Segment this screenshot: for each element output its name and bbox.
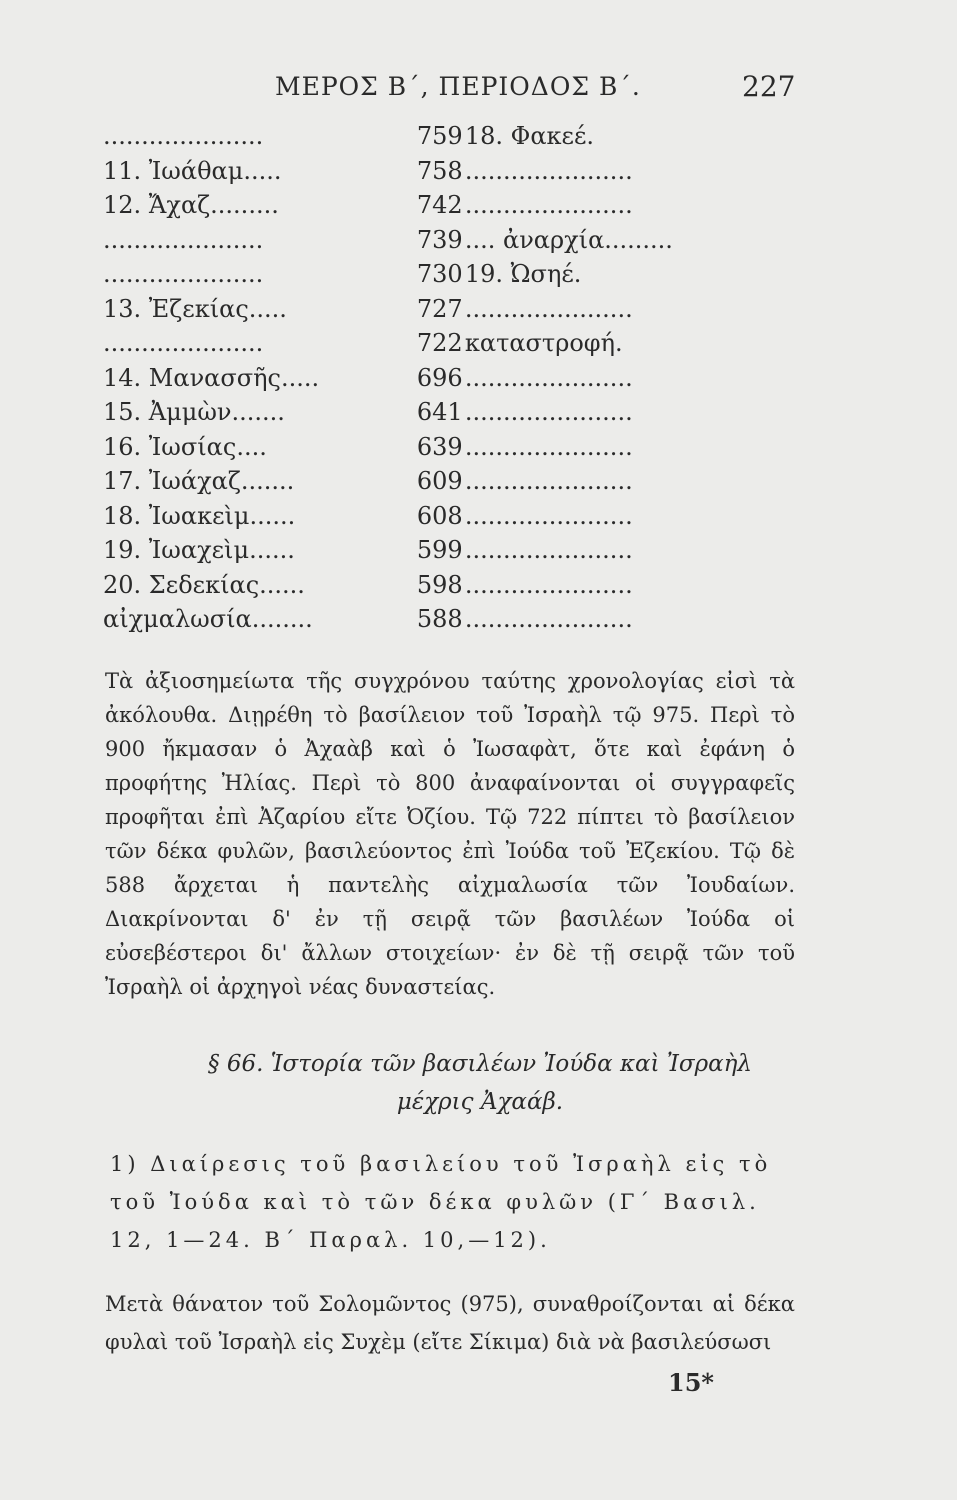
right-cell: καταστροφή. (464, 329, 623, 357)
left-cell: 12. Ἄχαζ......... (103, 191, 279, 219)
year-cell: 742 (416, 191, 463, 219)
left-cell: ..................... (103, 329, 264, 357)
table-row (103, 433, 793, 468)
table-row (103, 502, 793, 537)
right-cell: 18. Φακεέ. (464, 122, 595, 150)
right-cell: ...................... (464, 294, 633, 323)
signature-mark: 15* (668, 1368, 714, 1397)
table-row (103, 467, 793, 502)
table-row (103, 571, 793, 606)
left-cell: 15. Ἀμμὼν....... (103, 398, 285, 426)
year-cell: 599 (416, 536, 463, 564)
year-cell: 722 (416, 329, 463, 357)
subsection-heading: 1) Διαίρεσις τοῦ βασιλείου τοῦ Ἰσραὴλ εἰς τὸ τοῦ Ἰούδα καὶ τὸ τῶν δέκα φυλῶν (Γ΄ Βασιλ. 12, 1—24. Β΄ Παραλ. 10,—12). (110, 1152, 772, 1252)
page-number: 227 (742, 70, 796, 103)
right-cell: ...................... (464, 432, 633, 461)
right-cell: ...................... (464, 156, 633, 185)
year-cell: 588 (416, 605, 463, 633)
right-cell: ...................... (464, 570, 633, 599)
running-header: ΜΕΡΟΣ Β΄, ΠΕΡΙΟΔΟΣ Β΄. (275, 72, 641, 101)
section-heading (160, 1045, 800, 1121)
section-heading-line: μέχρις Ἀχαάβ. (396, 1089, 564, 1115)
year-cell: 739 (416, 225, 463, 254)
table-row (103, 122, 793, 157)
left-cell: 13. Ἐζεκίας..... (103, 294, 287, 323)
paragraph: Τὰ ἀξιοσημείωτα τῆς συγχρόνου ταύτης χρονολογίας εἰσὶ τὰ ἀκόλουθα. Διῃρέθη τὸ βασίλειον τοῦ Ἰσραὴλ τῷ 975. Περὶ τὸ 900 ἤκμασαν ὁ Ἀχαὰβ καὶ ὁ Ἰωσαφὰτ, ὅτε καὶ ἐφάνη ὁ προφήτης Ἠλίας. Περὶ τὸ 800 ἀναφαίνονται οἱ συγγραφεῖς προφῆται ἐπὶ Ἀζαρίου εἴτε Ὀζίου. Τῷ 722 πίπτει τὸ βασίλειον τῶν δέκα φυλῶν, βασιλεύοντος ἐπὶ Ἰούδα τοῦ Ἐζεκίου. Τῷ δὲ 588 ἄρχεται ἡ παντελὴς αἰχμαλωσία τῶν Ἰουδαίων. Διακρίνονται δ' ἐν τῇ σειρᾷ τῶν βασιλέων Ἰούδα οἱ εὐσεβέστεροι δι' ἄλλων στοιχείων· ἐν δὲ τῇ σειρᾷ τῶν τοῦ Ἰσραὴλ οἱ ἀρχηγοὶ νέας δυναστείας. (105, 669, 795, 999)
year-cell: 641 (416, 398, 463, 426)
left-cell: ..................... (103, 260, 264, 288)
right-cell: ...................... (464, 501, 633, 530)
left-cell: 18. Ἰωακεὶμ...... (103, 501, 296, 530)
table-row (103, 536, 793, 571)
section-heading-line: § 66. Ἱστορία τῶν βασιλέων Ἰούδα καὶ Ἰσραὴλ (208, 1051, 752, 1077)
table-row (103, 191, 793, 226)
right-cell: ...................... (464, 398, 633, 426)
right-cell: ...................... (464, 536, 633, 564)
left-cell: ..................... (103, 122, 264, 150)
table-row (103, 226, 793, 261)
year-cell: 759 (416, 122, 463, 150)
left-cell: 16. Ἰωσίας.... (103, 432, 267, 461)
left-cell: 17. Ἰωάχαζ....... (103, 467, 295, 495)
left-cell: αἰχμαλωσία........ (103, 605, 313, 633)
table-row (103, 295, 793, 330)
table-row (103, 398, 793, 433)
year-cell: 639 (416, 432, 463, 461)
left-cell: 14. Μανασσῆς..... (103, 363, 320, 392)
left-cell: 20. Σεδεκίας...... (103, 570, 305, 599)
table-row (103, 364, 793, 399)
right-cell: .... ἀναρχία......... (464, 225, 673, 254)
year-cell: 730 (416, 260, 463, 288)
left-cell: 19. Ἰωαχεὶμ...... (103, 536, 295, 564)
left-cell: 11. Ἰωάθαμ..... (103, 156, 282, 185)
right-cell: 19. Ὠσηέ. (464, 260, 582, 288)
left-cell: ..................... (103, 225, 264, 254)
right-cell: ...................... (464, 467, 633, 495)
table-row (103, 260, 793, 295)
year-cell: 598 (416, 570, 463, 599)
right-cell: ...................... (464, 605, 633, 633)
year-cell: 608 (416, 501, 463, 530)
right-cell: ...................... (464, 191, 633, 219)
year-cell: 696 (416, 363, 463, 392)
right-cell: ...................... (464, 363, 633, 392)
year-cell: 758 (416, 156, 463, 185)
year-cell: 609 (416, 467, 463, 495)
table-row (103, 157, 793, 192)
table-row (103, 605, 793, 640)
paragraph: Μετὰ θάνατον τοῦ Σολομῶντος (975), συναθροίζονται αἱ δέκα φυλαὶ τοῦ Ἰσραὴλ εἰς Συχὲμ (εἴτε Σίκιμα) διὰ νὰ βασιλεύσωσι (105, 1292, 795, 1354)
chronology-table (103, 122, 793, 640)
table-row (103, 329, 793, 364)
year-cell: 727 (416, 294, 463, 323)
